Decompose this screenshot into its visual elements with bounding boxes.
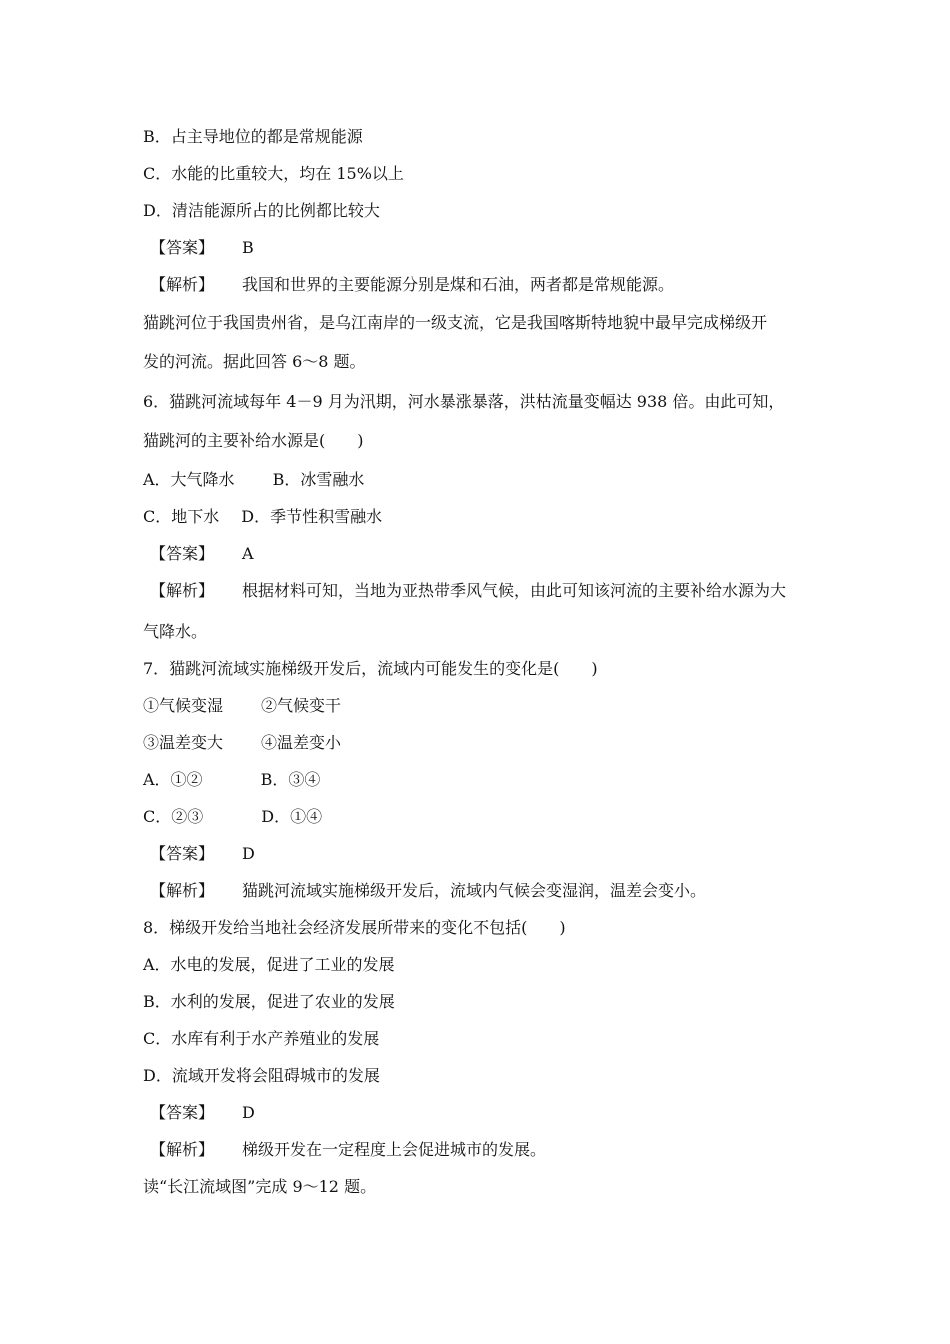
q6-option-c: C．地下水 [143, 507, 220, 526]
q6-option-a: A．大气降水 [143, 470, 235, 489]
q6-option-b: B．冰雪融水 [272, 470, 365, 489]
analysis-text: 梯级开发在一定程度上会促进城市的发展。 [242, 1140, 547, 1159]
q7-option-b: B．③④ [260, 770, 321, 789]
analysis-label: 【解析】 [150, 1140, 215, 1159]
intro-6-8-line2: 发的河流。据此回答 6～8 题。 [143, 352, 366, 371]
q5-option-b: B．占主导地位的都是常规能源 [143, 127, 363, 146]
q7-option-a: A．①② [143, 770, 203, 789]
q5-option-c: C．水能的比重较大，均在 15%以上 [143, 164, 404, 183]
q7-option-d: D．①④ [261, 807, 323, 826]
q7-answer [150, 844, 255, 864]
q8-stem: 8．梯级开发给当地社会经济发展所带来的变化不包括( ) [143, 918, 566, 937]
intro-9-12: 读“长江流域图”完成 9～12 题。 [143, 1177, 377, 1196]
answer-label: 【答案】 [150, 238, 215, 257]
q7-items-34 [143, 733, 341, 753]
q7-stem: 7．猫跳河流域实施梯级开发后，流域内可能发生的变化是( ) [143, 659, 598, 678]
answer-label: 【答案】 [150, 544, 215, 563]
analysis-text: 根据材料可知，当地为亚热带季风气候，由此可知该河流的主要补给水源为大 [242, 581, 787, 600]
q8-option-a: A．水电的发展，促进了工业的发展 [143, 955, 395, 974]
analysis-text: 猫跳河流域实施梯级开发后，流域内气候会变湿润，温差会变小。 [242, 881, 707, 900]
q8-option-d: D．流域开发将会阻碍城市的发展 [143, 1066, 380, 1085]
q6-analysis-line2: 气降水。 [143, 622, 208, 641]
analysis-label: 【解析】 [150, 275, 215, 294]
q8-analysis [150, 1140, 546, 1160]
answer-value: D [242, 1103, 255, 1122]
q6-stem-line1: 6．猫跳河流域每年 4－9 月为汛期，河水暴涨暴落，洪枯流量变幅达 938 倍。由此可知， [143, 392, 785, 411]
analysis-text: 我国和世界的主要能源分别是煤和石油，两者都是常规能源。 [242, 275, 675, 294]
q8-option-b: B．水利的发展，促进了农业的发展 [143, 992, 395, 1011]
analysis-label: 【解析】 [150, 581, 215, 600]
q7-items-12 [143, 696, 341, 716]
q6-answer [150, 544, 254, 564]
q5-option-d: D．清洁能源所占的比例都比较大 [143, 201, 380, 220]
q5-analysis [150, 275, 674, 295]
q7-item-2: ②气候变干 [261, 696, 342, 715]
q8-answer [150, 1103, 255, 1123]
answer-value: A [242, 544, 254, 563]
q7-item-1: ①气候变湿 [143, 696, 224, 715]
answer-label: 【答案】 [150, 844, 215, 863]
q7-item-3: ③温差变大 [143, 733, 224, 752]
q5-answer [150, 238, 254, 258]
q6-options-cd [143, 507, 382, 527]
answer-value: D [242, 844, 255, 863]
q7-options-cd [143, 807, 322, 827]
q7-analysis [150, 881, 706, 901]
answer-label: 【答案】 [150, 1103, 215, 1122]
q8-option-c: C．水库有利于水产养殖业的发展 [143, 1029, 380, 1048]
q7-options-ab [143, 770, 320, 790]
analysis-label: 【解析】 [150, 881, 215, 900]
q7-item-4: ④温差变小 [261, 733, 342, 752]
q6-options-ab [143, 470, 364, 490]
intro-6-8-line1: 猫跳河位于我国贵州省，是乌江南岸的一级支流，它是我国喀斯特地貌中最早完成梯级开 [143, 313, 768, 332]
answer-value: B [242, 238, 254, 257]
q6-stem-line2: 猫跳河的主要补给水源是( ) [143, 431, 364, 450]
q6-analysis-line1 [150, 581, 786, 601]
q6-option-d: D．季节性积雪融水 [241, 507, 383, 526]
q7-option-c: C．②③ [143, 807, 204, 826]
